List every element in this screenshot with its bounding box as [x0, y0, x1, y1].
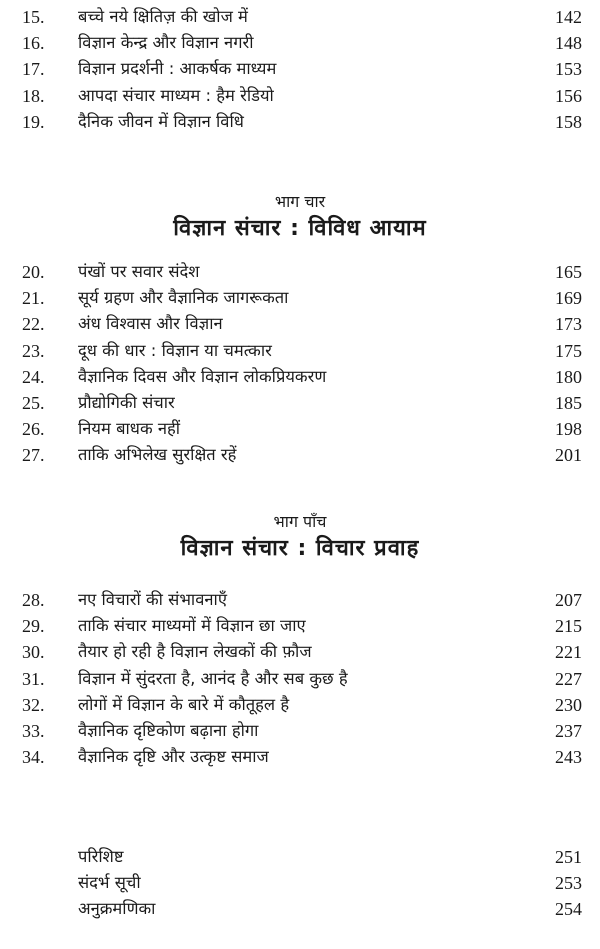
entry-title: अनुक्रमणिका — [78, 899, 156, 919]
toc-entry — [0, 639, 600, 665]
entry-title: परिशिष्ट — [78, 847, 124, 866]
entry-number: 20. — [22, 262, 45, 282]
entry-page: 158 — [555, 111, 582, 132]
entry-number: 31. — [22, 668, 45, 689]
toc-entry — [0, 338, 600, 364]
part-five-heading — [0, 510, 600, 562]
toc-entry — [0, 364, 600, 390]
entry-title: विज्ञान प्रदर्शनी : आकर्षक माध्यम — [78, 59, 277, 79]
entry-title: संदर्भ सूची — [78, 873, 141, 893]
entry-page: 198 — [555, 419, 582, 440]
entry-page: 201 — [555, 445, 582, 466]
toc-entry — [0, 442, 600, 468]
entry-page: 156 — [555, 85, 582, 106]
entry-page: 251 — [555, 847, 582, 867]
toc-section-3 — [0, 587, 600, 770]
toc-section-1 — [0, 4, 600, 135]
entry-title: विज्ञान केन्द्र और विज्ञान नगरी — [78, 33, 254, 53]
entry-title: नियम बाधक नहीं — [78, 419, 181, 439]
entry-number: 25. — [22, 392, 45, 413]
entry-page: 237 — [555, 720, 582, 741]
part-title: विज्ञान संचार : विचार प्रवाह — [180, 536, 420, 561]
toc-entry — [0, 613, 600, 639]
entry-title: दैनिक जीवन में विज्ञान विधि — [78, 111, 244, 131]
part-label: भाग पाँच — [273, 512, 327, 531]
entry-page: 153 — [555, 59, 582, 80]
entry-page: 215 — [555, 616, 582, 637]
entry-number: 18. — [22, 85, 45, 106]
entry-page: 175 — [555, 340, 582, 361]
entry-number: 34. — [22, 747, 45, 768]
toc-entry — [0, 692, 600, 718]
entry-number: 26. — [22, 419, 45, 440]
toc-entry — [0, 4, 600, 30]
entry-number: 33. — [22, 720, 45, 741]
toc-entry — [0, 109, 600, 135]
entry-title: विज्ञान में सुंदरता है, आनंद है और सब कुछ है — [78, 668, 348, 688]
entry-page: 243 — [555, 747, 582, 768]
entry-number: 28. — [22, 590, 45, 610]
entry-number: 17. — [22, 59, 45, 80]
entry-page: 142 — [555, 7, 582, 27]
toc-entry — [0, 30, 600, 56]
entry-page: 207 — [555, 590, 582, 610]
entry-title: वैज्ञानिक दृष्टि और उत्कृष्ट समाज — [78, 747, 269, 767]
entry-page: 173 — [555, 314, 582, 335]
entry-page: 169 — [555, 288, 582, 309]
toc-entry — [0, 285, 600, 311]
toc-section-2 — [0, 259, 600, 469]
entry-number: 23. — [22, 340, 45, 361]
entry-title: वैज्ञानिक दृष्टिकोण बढ़ाना होगा — [78, 720, 259, 740]
entry-title: प्रौद्योगिकी संचार — [78, 392, 175, 412]
toc-entry — [0, 390, 600, 416]
entry-title: सूर्य ग्रहण और वैज्ञानिक जागरूकता — [78, 288, 289, 308]
entry-page: 165 — [555, 262, 582, 282]
entry-title: लोगों में विज्ञान के बारे में कौतूहल है — [78, 694, 290, 714]
toc-entry — [0, 870, 600, 896]
part-title: विज्ञान संचार : विविध आयाम — [173, 216, 427, 241]
entry-page: 230 — [555, 694, 582, 715]
entry-title: दूध की धार : विज्ञान या चमत्कार — [78, 340, 272, 360]
entry-title: आपदा संचार माध्यम : हैम रेडियो — [78, 85, 274, 105]
entry-number: 32. — [22, 694, 45, 715]
toc-entry — [0, 844, 600, 870]
entry-page: 254 — [555, 899, 582, 920]
entry-number: 29. — [22, 616, 45, 637]
entry-page: 221 — [555, 642, 582, 663]
toc-entry — [0, 896, 600, 922]
entry-number: 19. — [22, 111, 45, 132]
toc-entry — [0, 416, 600, 442]
entry-title: ताकि अभिलेख सुरक्षित रहें — [78, 445, 237, 465]
entry-page: 180 — [555, 366, 582, 387]
entry-page: 185 — [555, 392, 582, 413]
entry-number: 16. — [22, 33, 45, 54]
entry-title: तैयार हो रही है विज्ञान लेखकों की फ़ौज — [78, 642, 312, 662]
entry-title: अंध विश्वास और विज्ञान — [78, 314, 223, 334]
entry-number: 30. — [22, 642, 45, 663]
entry-title: बच्चे नये क्षितिज़ की खोज में — [78, 7, 248, 26]
entry-page: 227 — [555, 668, 582, 689]
toc-entry — [0, 259, 600, 285]
entry-title: पंखों पर सवार संदेश — [78, 262, 200, 281]
entry-number: 27. — [22, 445, 45, 466]
toc-entry — [0, 744, 600, 770]
toc-entry — [0, 83, 600, 109]
entry-number: 22. — [22, 314, 45, 335]
entry-title: वैज्ञानिक दिवस और विज्ञान लोकप्रियकरण — [78, 366, 327, 386]
appendix-section — [0, 844, 600, 923]
entry-title: नए विचारों की संभावनाएँ — [78, 590, 227, 609]
entry-number: 24. — [22, 366, 45, 387]
part-four-heading — [0, 190, 600, 242]
toc-entry — [0, 666, 600, 692]
entry-title: ताकि संचार माध्यमों में विज्ञान छा जाए — [78, 616, 306, 636]
entry-number: 21. — [22, 288, 45, 309]
entry-page: 148 — [555, 33, 582, 54]
toc-entry — [0, 56, 600, 82]
toc-entry — [0, 587, 600, 613]
entry-number: 15. — [22, 7, 45, 27]
toc-entry — [0, 311, 600, 337]
part-label: भाग चार — [274, 192, 326, 211]
toc-entry — [0, 718, 600, 744]
entry-page: 253 — [555, 873, 582, 894]
